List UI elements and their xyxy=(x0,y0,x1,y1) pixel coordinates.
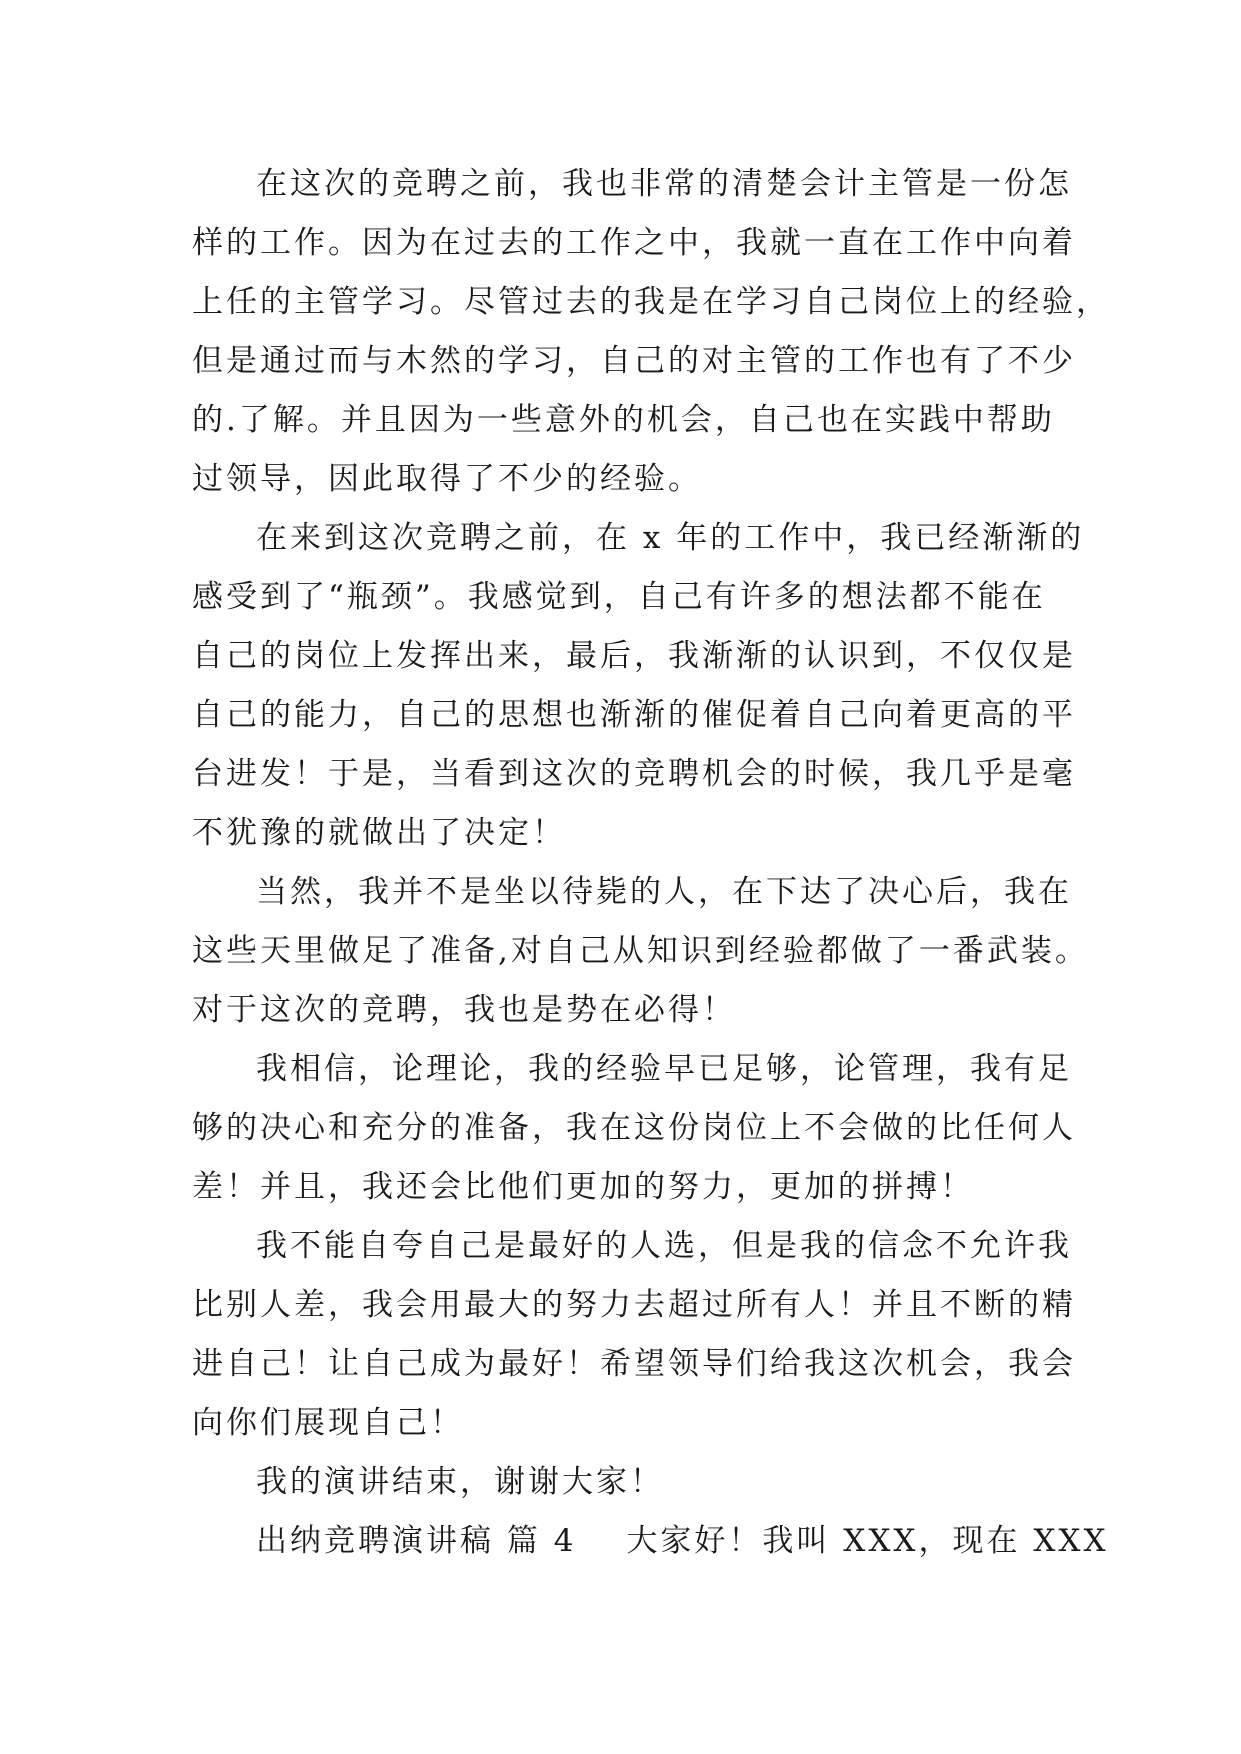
paragraph-line: 的.了解。并且因为一些意外的机会，自己也在实践中帮助 xyxy=(192,402,1055,438)
paragraph-line: 台进发！于是，当看到这次的竞聘机会的时候，我几乎是毫 xyxy=(192,756,1076,792)
paragraph-line: 感受到了“瓶颈”。我感觉到，自己有许多的想法都不能在 xyxy=(192,579,1046,615)
paragraph-line: 上任的主管学习。尽管过去的我是在学习自己岗位上的经验， xyxy=(192,284,1110,320)
paragraph-line: 在来到这次竞聘之前，在 x 年的工作中，我已经渐渐的 xyxy=(256,520,1085,556)
paragraph-line: 对于这次的竞聘，我也是势在必得！ xyxy=(192,992,736,1028)
paragraph-line: 当然，我并不是坐以待毙的人，在下达了决心后，我在 xyxy=(256,874,1072,910)
paragraph-line: 差！并且，我还会比他们更加的努力，更加的拼搏！ xyxy=(192,1169,974,1205)
paragraph-line: 我的演讲结束，谢谢大家！ xyxy=(256,1464,664,1500)
paragraph-line: 不犹豫的就做出了决定！ xyxy=(192,815,566,851)
paragraph-line: 过领导，因此取得了不少的经验。 xyxy=(192,461,702,497)
paragraph-line: 这些天里做足了准备,对自己从知识到经验都做了一番武装。 xyxy=(192,933,1089,969)
paragraph-line: 自己的能力，自己的思想也渐渐的催促着自己向着更高的平 xyxy=(192,697,1076,733)
paragraph-line: 自己的岗位上发挥出来，最后，我渐渐的认识到，不仅仅是 xyxy=(192,638,1076,674)
document-body xyxy=(192,155,1110,1571)
paragraph-line: 但是通过而与木然的学习，自己的对主管的工作也有了不少 xyxy=(192,343,1076,379)
paragraph-line: 比别人差，我会用最大的努力去超过所有人！并且不断的精 xyxy=(192,1287,1076,1323)
paragraph-line: 进自己！让自己成为最好！希望领导们给我这次机会，我会 xyxy=(192,1346,1076,1382)
paragraph-line: 我相信，论理论，我的经验早已足够，论管理，我有足 xyxy=(256,1051,1072,1087)
paragraph-line: 我不能自夸自己是最好的人选，但是我的信念不允许我 xyxy=(256,1228,1072,1264)
paragraph-line: 在这次的竞聘之前，我也非常的清楚会计主管是一份怎 xyxy=(256,166,1072,202)
section-heading: 出纳竞聘演讲稿 篇 4 xyxy=(256,1523,577,1559)
section-intro-text: 大家好！我叫 XXX，现在 XXX xyxy=(626,1523,1109,1559)
paragraph-line: 样的工作。因为在过去的工作之中，我就一直在工作中向着 xyxy=(192,225,1076,261)
paragraph-line: 够的决心和充分的准备，我在这份岗位上不会做的比任何人 xyxy=(192,1110,1076,1146)
last-line xyxy=(192,1512,1109,1571)
paragraph-line: 向你们展现自己！ xyxy=(192,1405,464,1441)
